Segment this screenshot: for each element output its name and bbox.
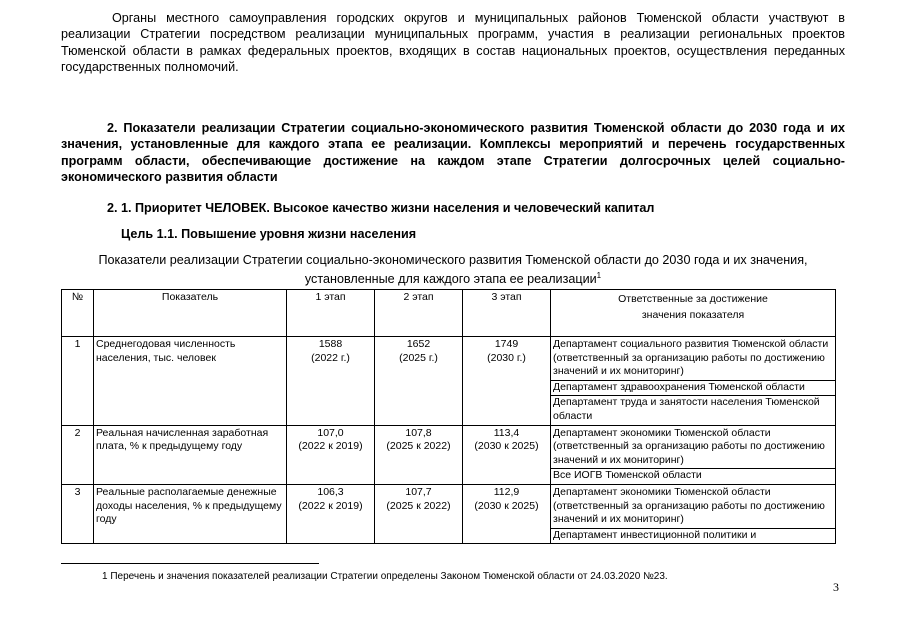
responsible-entry: Департамент инвестиционной политики и	[553, 528, 757, 541]
table-row	[62, 337, 836, 426]
page-number: 3	[833, 580, 839, 594]
row-responsible	[551, 484, 836, 543]
priority-heading: 2. 1. Приоритет ЧЕЛОВЕК. Высокое качество жизни населения и человеческий капитал	[107, 201, 655, 215]
responsible-entry: Департамент социального развития Тюменской области (ответственный за организацию работы по достижению значений и их мониторинг)	[551, 338, 835, 381]
row-indicator: Реальная начисленная заработная плата, % к предыдущему году	[94, 425, 287, 484]
footnote: 1 Перечень и значения показателей реализации Стратегии определены Законом Тюменской области от 24.03.2020 №23.	[102, 571, 668, 582]
table-row	[62, 484, 836, 543]
row-stage1: 1588 (2022 г.)	[287, 337, 375, 426]
responsible-entry: Департамент здравоохранения Тюменской области	[551, 381, 835, 397]
row-num: 1	[62, 337, 94, 426]
table-header-row	[62, 290, 836, 337]
intro-paragraph: Органы местного самоуправления городских округов и муниципальных районов Тюменской области участвуют в реализации Стратегии посредством реализации муниципальных программ, участия в реализации региональных проектов Тюменской области в рамках федеральных проектов, входящих в состав национальных проектов, осуществления переданных государственных полномочий.	[61, 11, 845, 75]
row-stage3: 1749 (2030 г.)	[463, 337, 551, 426]
header-responsible: Ответственные за достижение значения показателя	[551, 290, 836, 337]
header-stage2: 2 этап	[375, 290, 463, 337]
footnote-mark: 1	[596, 271, 602, 281]
goal-heading: Цель 1.1. Повышение уровня жизни населения	[121, 227, 417, 241]
row-indicator: Среднегодовая численность населения, тыс. человек	[94, 337, 287, 426]
row-stage3: 112,9 (2030 к 2025)	[463, 484, 551, 543]
row-stage2: 107,7 (2025 к 2022)	[375, 484, 463, 543]
responsible-entry: Департамент труда и занятости населения Тюменской области	[553, 396, 820, 422]
header-stage1: 1 этап	[287, 290, 375, 337]
row-indicator: Реальные располагаемые денежные доходы населения, % к предыдущему году	[94, 484, 287, 543]
row-num: 2	[62, 425, 94, 484]
table-title: Показатели реализации Стратегии социально-экономического развития Тюменской области до 2030 года и их значения, установленные для каждого этапа ее реализации$^1$	[98, 253, 808, 287]
row-stage2: 107,8 (2025 к 2022)	[375, 425, 463, 484]
responsible-entry: Все ИОГВ Тюменской области	[553, 469, 702, 482]
table-row	[62, 425, 836, 484]
responsible-entry: Департамент экономики Тюменской области (ответственный за организацию работы по достижению значений и их мониторинг)	[551, 427, 835, 470]
row-stage1: 106,3 (2022 к 2019)	[287, 484, 375, 543]
footnote-separator	[61, 563, 319, 564]
row-responsible	[551, 337, 836, 426]
row-stage1: 107,0 (2022 к 2019)	[287, 425, 375, 484]
row-stage3: 113,4 (2030 к 2025)	[463, 425, 551, 484]
responsible-entry: Департамент экономики Тюменской области (ответственный за организацию работы по достижению значений и их мониторинг)	[551, 486, 835, 529]
row-num: 3	[62, 484, 94, 543]
header-indicator: Показатель	[94, 290, 287, 337]
header-stage3: 3 этап	[463, 290, 551, 337]
section-heading-paragraph: 2. Показатели реализации Стратегии социально-экономического развития Тюменской области до 2030 года и их значения, установленные для каждого этапа ее реализации. Комплексы мероприятий и перечень государственных программ области, обеспечивающие достижение на каждом этапе Стратегии долгосрочных целей социально-экономического развития области	[61, 121, 845, 185]
row-stage2: 1652 (2025 г.)	[375, 337, 463, 426]
indicators-table	[61, 289, 836, 544]
row-responsible	[551, 425, 836, 484]
header-num: №	[62, 290, 94, 337]
